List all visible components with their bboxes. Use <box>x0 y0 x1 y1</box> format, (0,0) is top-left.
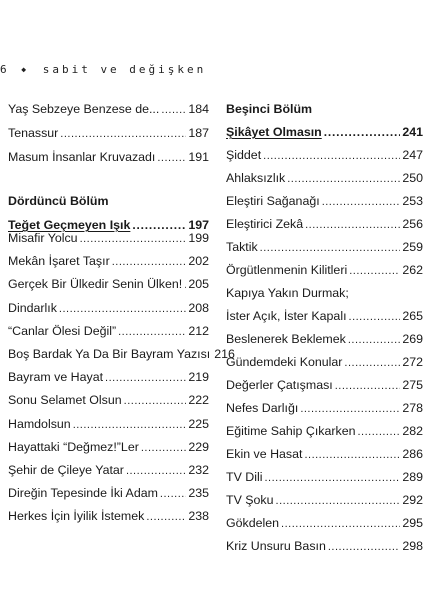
dot-leader <box>105 368 186 388</box>
entry-title: Kapıya Yakın Durmak; <box>226 286 349 300</box>
dot-leader <box>59 299 186 319</box>
entry-page-number: 219 <box>188 370 209 385</box>
toc-entry <box>8 123 209 143</box>
entry-page-number: 187 <box>188 126 209 140</box>
toc-entry <box>8 274 209 294</box>
dot-leader <box>304 445 400 465</box>
entry-title: Yaş Sebzeye Benzese de... <box>8 102 160 116</box>
entry-title: Masum İnsanlar Kruvazadı <box>8 150 156 164</box>
toc-entry <box>8 344 235 364</box>
entry-page-number: 295 <box>402 516 423 530</box>
entry-page-number: 289 <box>402 470 423 484</box>
toc-entry <box>8 228 209 248</box>
entry-page-number: 259 <box>402 240 423 254</box>
entry-title: Örgütlenmenin Kilitleri <box>226 263 348 277</box>
toc-entry <box>226 375 423 395</box>
toc-entry <box>226 398 423 418</box>
dot-leader <box>112 252 187 272</box>
dot-leader <box>328 537 400 557</box>
page-number: 6 <box>0 63 10 76</box>
entry-page-number: 184 <box>188 102 209 116</box>
dot-leader <box>160 484 186 504</box>
toc-entry <box>8 367 209 387</box>
toc-entry <box>226 421 423 441</box>
dot-leader <box>126 461 186 481</box>
dot-leader <box>118 322 186 342</box>
entry-title: Direğin Tepesinde İki Adam <box>8 486 158 501</box>
entry-title: Gerçek Bir Ülkedir Senin Ülken! <box>8 277 183 292</box>
dot-leader <box>287 169 400 189</box>
toc-entry <box>8 251 209 271</box>
entry-title: Gökdelen <box>226 516 280 530</box>
entry-page-number: 212 <box>188 323 209 338</box>
entry-page-number: 232 <box>188 463 209 477</box>
entry-title: Hamdolsun <box>8 416 71 431</box>
entry-title: Taktik <box>226 240 258 254</box>
entry-title: Mekân İşaret Taşır <box>8 254 110 269</box>
entry-page-number: 238 <box>188 509 209 524</box>
toc-entry <box>226 444 423 464</box>
entry-page-number: 275 <box>402 378 423 392</box>
entry-title: TV Dili <box>226 470 263 484</box>
entry-title: Gündemdeki Konular <box>226 355 343 369</box>
section-title-text: Beşinci Bölüm <box>226 102 313 116</box>
dot-leader <box>80 229 187 249</box>
entry-title: Ahlaksızlık <box>226 171 286 185</box>
running-head <box>0 63 206 79</box>
dot-leader <box>184 275 186 295</box>
dot-leader <box>276 491 401 511</box>
entry-page-number: 199 <box>188 231 209 245</box>
toc-entry <box>226 329 423 349</box>
entry-page-number: 208 <box>188 300 209 315</box>
entry-title: Tenassur <box>8 126 59 140</box>
toc-entry <box>8 321 209 341</box>
dot-leader <box>349 261 400 281</box>
dot-leader <box>281 514 400 534</box>
toc-entry <box>226 214 423 234</box>
entry-title: Sonu Selamet Olsun <box>8 393 122 408</box>
toc-entry <box>8 483 209 503</box>
entry-title: Misafir Yolcu <box>8 231 78 245</box>
entry-page-number: 191 <box>188 150 209 164</box>
dot-leader <box>263 146 400 166</box>
entry-page-number: 269 <box>402 332 423 346</box>
toc-entry <box>226 168 423 188</box>
section-title <box>8 191 209 211</box>
entry-title: Bayram ve Hayat <box>8 370 104 385</box>
dot-leader <box>161 100 186 120</box>
entry-page-number: 298 <box>402 539 423 553</box>
entry-title: Ekin ve Hasat <box>226 447 303 461</box>
entry-title: Değerler Çatışması <box>226 378 333 392</box>
toc-entry <box>8 414 209 434</box>
entry-page-number: 247 <box>402 148 423 162</box>
dot-leader <box>141 438 186 458</box>
toc-entry <box>226 260 423 280</box>
dot-leader <box>73 415 187 435</box>
dot-leader <box>335 376 401 396</box>
toc-entry <box>226 283 423 303</box>
entry-page-number: 278 <box>402 401 423 415</box>
dot-leader <box>157 148 186 168</box>
entry-page-number: 235 <box>188 486 209 501</box>
dot-leader <box>300 399 400 419</box>
toc-entry <box>226 536 423 556</box>
dot-leader <box>60 124 186 144</box>
entry-title: TV Şoku <box>226 493 274 507</box>
dot-leader <box>264 468 400 488</box>
entry-title: Kriz Unsuru Basın <box>226 539 326 553</box>
toc-entry <box>226 237 423 257</box>
book-title: sabit ve değişken <box>42 63 207 76</box>
dot-leader <box>322 192 401 212</box>
toc-entry <box>226 513 423 533</box>
entry-title: İster Açık, İster Kapalı <box>226 309 347 323</box>
dot-leader <box>124 391 187 411</box>
entry-title: Beslenerek Beklemek <box>226 332 346 346</box>
toc-entry <box>226 145 423 165</box>
toc-entry <box>8 460 209 480</box>
entry-page-number: 205 <box>188 277 209 292</box>
entry-page-number: 216 <box>214 347 235 361</box>
entry-page-number: 222 <box>188 393 209 408</box>
dot-leader <box>260 238 401 258</box>
entry-page-number: 202 <box>188 254 209 269</box>
entry-title: Şiddet <box>226 148 262 162</box>
dot-leader <box>324 122 401 142</box>
diamond-icon: ◆ <box>21 65 30 74</box>
entry-page-number: 282 <box>402 424 423 438</box>
toc-entry <box>226 306 423 326</box>
entry-page-number: 250 <box>402 171 423 185</box>
toc-entry <box>8 99 209 119</box>
entry-page-number: 241 <box>402 125 423 139</box>
entry-title: Herkes İçin İyilik İstemek <box>8 509 145 524</box>
toc-entry <box>8 390 209 410</box>
section-title <box>226 99 423 119</box>
entry-page-number: 225 <box>188 416 209 431</box>
entry-page-number: 286 <box>402 447 423 461</box>
entry-title: Şehir de Çileye Yatar <box>8 463 124 477</box>
dot-leader <box>357 422 400 442</box>
entry-title: Şikâyet Olmasın <box>226 125 322 139</box>
toc-entry <box>226 352 423 372</box>
dot-leader <box>349 307 401 327</box>
toc-entry <box>226 191 423 211</box>
entry-title: Nefes Darlığı <box>226 401 299 415</box>
entry-title: “Canlar Ölesi Değil” <box>8 323 117 338</box>
entry-title: Teğet Geçmeyen Işık <box>8 218 131 232</box>
entry-page-number: 229 <box>188 439 209 454</box>
entry-page-number: 197 <box>188 218 209 232</box>
entry-page-number: 256 <box>402 217 423 231</box>
entry-page-number: 272 <box>402 355 423 369</box>
entry-page-number: 253 <box>402 194 423 208</box>
dot-leader <box>146 507 186 527</box>
entry-title: Boş Bardak Ya Da Bir Bayram Yazısı <box>8 347 211 361</box>
toc-entry <box>8 437 209 457</box>
dot-leader <box>348 330 400 350</box>
toc-entry <box>226 467 423 487</box>
entry-title: Eleştiri Sağanağı <box>226 194 320 208</box>
dot-leader <box>305 215 400 235</box>
entry-title: Eğitime Sahip Çıkarken <box>226 424 356 438</box>
section-subtitle <box>226 122 423 142</box>
toc-entry <box>226 490 423 510</box>
dot-leader <box>344 353 400 373</box>
toc-entry <box>8 506 209 526</box>
toc-entry <box>8 147 209 167</box>
entry-page-number: 265 <box>402 309 423 323</box>
entry-title: Hayattaki “Değmez!”Ler <box>8 439 139 454</box>
entry-page-number: 262 <box>402 263 423 277</box>
entry-title: Eleştirici Zekâ <box>226 217 304 231</box>
toc-entry <box>8 298 209 318</box>
entry-title: Dindarlık <box>8 300 57 315</box>
section-title-text: Dördüncü Bölüm <box>8 194 109 208</box>
entry-page-number: 292 <box>402 493 423 507</box>
